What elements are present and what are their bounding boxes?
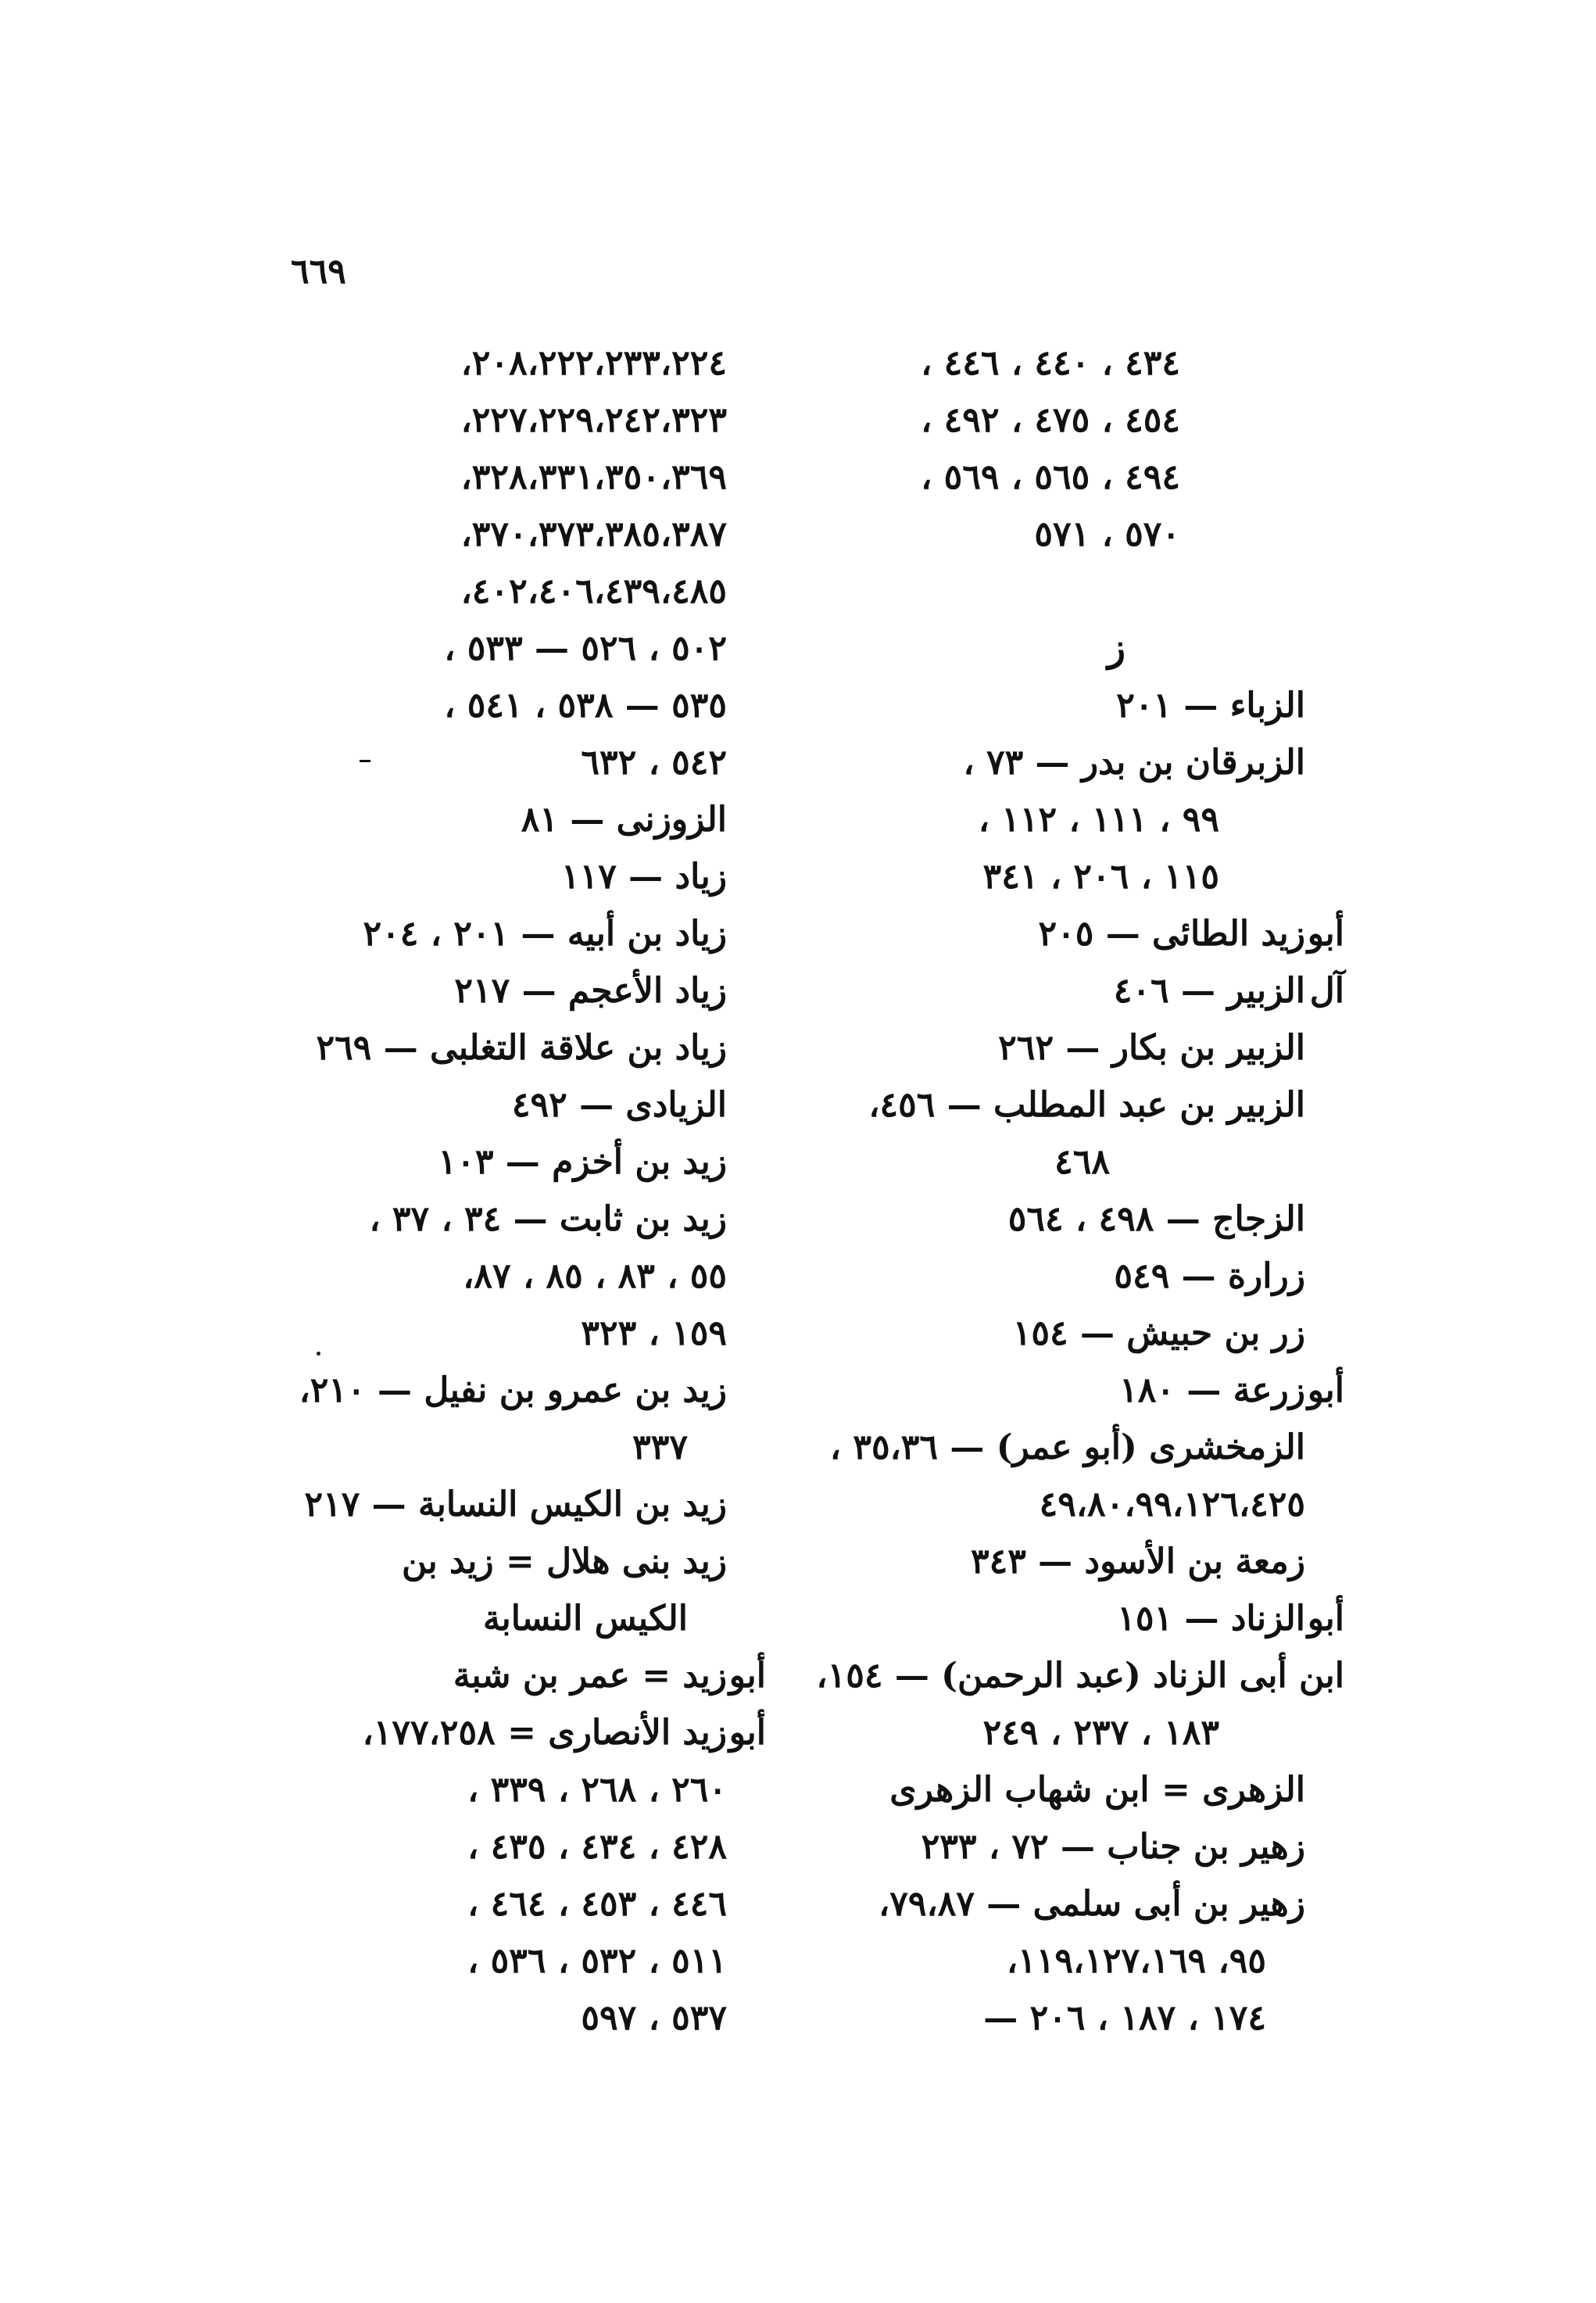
- entry-prefix: أبو: [728, 1656, 766, 1696]
- stray-dot: [317, 1352, 320, 1356]
- entry-text: زيد بن عمرو بن نفيل — ٢١٠،: [299, 1370, 727, 1410]
- entry-text: ابن أبى الزناد (عبد الرحمن) — ١٥٤،: [816, 1656, 1344, 1696]
- index-entry: [828, 1476, 1344, 1533]
- entry-text: زهير بن جناب — ٧٢ ، ٢٣٣: [921, 1827, 1305, 1867]
- index-entry: [828, 962, 1344, 1019]
- index-entry: [274, 563, 766, 620]
- entry-prefix: أبو: [728, 1713, 766, 1753]
- entry-text: ٤٣٤ ، ٤٤٠ ، ٤٤٦ ،: [921, 343, 1180, 383]
- index-entry: [828, 1248, 1344, 1305]
- entry-text: زياد بن أبيه — ٢٠١ ، ٢٠٤: [363, 914, 727, 954]
- entry-text: ٢٠٨،٢٢٢،٢٣٣،٢٢٤،: [460, 343, 727, 383]
- index-entry: [828, 1761, 1344, 1818]
- index-entry: [274, 734, 766, 791]
- entry-text: ٥٣٧ ، ٥٩٧: [581, 1998, 727, 2038]
- index-entry: [828, 1019, 1344, 1076]
- index-entry: [274, 1818, 766, 1875]
- page-number: ٦٦٩: [291, 252, 346, 292]
- entry-prefix: أبو: [1307, 914, 1344, 954]
- entry-text: زياد — ١١٧: [560, 857, 727, 897]
- entry-text: الزهرى = ابن شهاب الزهرى: [889, 1770, 1305, 1810]
- entry-text: ٥٠٢ ، ٥٢٦ — ٥٣٣ ،: [444, 629, 727, 668]
- index-entry: [274, 1419, 766, 1476]
- entry-text: ٥٥ ، ٨٣ ، ٨٥ ، ٨٧،: [463, 1256, 727, 1296]
- index-entry: [274, 1076, 766, 1134]
- blank-line: [828, 563, 1344, 620]
- entry-text: زيد بنى هلال = زيد بن: [401, 1542, 727, 1581]
- index-entry: [274, 449, 766, 506]
- entry-text: زيد الطائى — ٢٠٥: [1038, 914, 1305, 954]
- index-entry: [828, 392, 1344, 449]
- entry-text: زيد بن الكيس النسابة — ٢١٧: [304, 1485, 727, 1524]
- entry-text: ١٥٩ ، ٣٢٣: [581, 1313, 727, 1353]
- entry-text: ١٨٣ ، ٢٣٧ ، ٢٤٩: [982, 1713, 1219, 1753]
- entry-text: ٣٣٧: [632, 1427, 688, 1467]
- index-entry: [274, 1476, 766, 1533]
- index-entry: [828, 1191, 1344, 1248]
- entry-text: ٢٦٠ ، ٢٦٨ ، ٣٣٩ ،: [467, 1770, 727, 1810]
- entry-text: زهير بن أبى سلمى — ٧٩،٨٧،: [879, 1884, 1305, 1924]
- index-entry: [828, 335, 1344, 392]
- section-letter: ز: [1107, 626, 1125, 670]
- index-entry: [274, 791, 766, 848]
- index-entry: [828, 506, 1344, 563]
- index-entry: [274, 848, 766, 905]
- entry-text: ٤٤٦ ، ٤٥٣ ، ٤٦٤ ،: [467, 1884, 727, 1924]
- index-entry: [828, 1076, 1344, 1134]
- index-entry: [828, 1533, 1344, 1590]
- index-entry: [274, 1932, 766, 1990]
- index-entry: [274, 1305, 766, 1362]
- index-entry: [828, 905, 1344, 962]
- index-entry: [274, 962, 766, 1019]
- entry-text: زر بن حبيش — ١٥٤: [1012, 1313, 1305, 1353]
- stray-mark: [360, 760, 370, 762]
- entry-prefix: آل: [1309, 971, 1344, 1011]
- index-entry: [828, 1990, 1344, 2047]
- entry-text: ٥٣٥ — ٥٣٨ ، ٥٤١ ،: [444, 686, 727, 725]
- entry-text: زرعة — ١٨٠: [1119, 1370, 1305, 1410]
- entry-text: ١٧٤ ، ١٨٧ ، ٢٠٦ —: [983, 1998, 1266, 2038]
- index-entry: [828, 791, 1344, 848]
- index-entry: [828, 449, 1344, 506]
- index-entry: [274, 506, 766, 563]
- entry-text: ٢٢٧،٢٢٩،٢٤٢،٣٢٣،: [460, 400, 727, 440]
- entry-text: ١١٥ ، ٢٠٦ ، ٣٤١: [982, 857, 1219, 897]
- entry-text: الزمخشرى (أبو عمر) — ٣٥،٣٦ ،: [829, 1427, 1305, 1467]
- index-entry: [828, 1362, 1344, 1419]
- index-entry: [828, 1590, 1344, 1647]
- index-entry: [274, 1647, 766, 1704]
- entry-text: زيد الأنصارى = ١٧٧،٢٥٨،: [362, 1713, 727, 1753]
- index-entry: [816, 1647, 1344, 1704]
- entry-text: زيد بن ثابت — ٣٤ ، ٣٧ ،: [369, 1199, 727, 1239]
- entry-text: الزيادى — ٤٩٢: [511, 1085, 727, 1125]
- index-entry: [274, 1704, 766, 1761]
- entry-text: ٤٩٤ ، ٥٦٥ ، ٥٦٩ ،: [921, 457, 1180, 497]
- index-entry: [828, 677, 1344, 734]
- entry-text: ٣٢٨،٣٣١،٣٥٠،٣٦٩،: [460, 457, 727, 497]
- entry-text: ٩٩ ، ١١١ ، ١١٢ ،: [978, 800, 1219, 840]
- index-entry: [828, 1305, 1344, 1362]
- entry-text: زياد الأعجم — ٢١٧: [454, 971, 727, 1011]
- entry-text: الزباء — ٢٠١: [1116, 686, 1305, 725]
- index-entry: [274, 1990, 766, 2047]
- index-entry: [274, 1533, 766, 1590]
- index-entry: [274, 1191, 766, 1248]
- index-entry: [828, 1875, 1344, 1932]
- entry-text: الزبير بن عبد المطلب — ٤٥٦،: [868, 1085, 1305, 1125]
- entry-text: زمعة بن الأسود — ٣٤٣: [970, 1542, 1305, 1581]
- entry-text: ٥٤٢ ، ٦٣٢: [581, 743, 727, 783]
- index-entry: [274, 620, 766, 677]
- entry-text: ٥٧٠ ، ٥٧١: [1034, 514, 1180, 554]
- entry-text: ٩٥، ١١٩،١٢٧،١٦٩،: [1006, 1941, 1266, 1981]
- index-entry: [274, 335, 766, 392]
- index-entry: [828, 1818, 1344, 1875]
- entry-text: ٤٥٤ ، ٤٧٥ ، ٤٩٢ ،: [921, 400, 1180, 440]
- entry-text: ٤٢٨ ، ٤٣٤ ، ٤٣٥ ،: [467, 1827, 727, 1867]
- index-entry: [828, 848, 1344, 905]
- index-entry: [274, 677, 766, 734]
- index-entry: [828, 1134, 1344, 1191]
- entry-text: الزبير — ٤٠٦: [1113, 971, 1305, 1011]
- entry-text: الزوزنى — ٨١: [521, 800, 727, 840]
- index-entry: [274, 1590, 766, 1647]
- entry-text: زيد بن أخزم — ١٠٣: [438, 1142, 727, 1182]
- entry-text: زيد = عمر بن شبة: [453, 1656, 727, 1696]
- index-entry: [274, 1875, 766, 1932]
- index-entry: [828, 734, 1344, 791]
- index-entry: [274, 1362, 766, 1419]
- index-entry: [274, 905, 766, 962]
- index-entry: [828, 620, 1344, 677]
- index-entry: [274, 1134, 766, 1191]
- entry-prefix: أبو: [1307, 1599, 1344, 1639]
- entry-text: زياد بن علاقة التغلبى — ٢٦٩: [316, 1028, 727, 1068]
- entry-text: الكيس النسابة: [482, 1599, 688, 1639]
- entry-text: ٣٧٠،٣٧٣،٣٨٥،٣٨٧،: [460, 514, 727, 554]
- entry-text: ٤٦٨: [1054, 1142, 1110, 1182]
- index-entry: [274, 1019, 766, 1076]
- entry-prefix: أبو: [1307, 1370, 1344, 1410]
- entry-text: زرارة — ٥٤٩: [1114, 1256, 1305, 1296]
- entry-text: الزجاج — ٤٩٨ ، ٥٦٤: [1007, 1199, 1305, 1239]
- index-column-left: [274, 335, 766, 2047]
- entry-text: الزبير بن بكار — ٢٦٢: [998, 1028, 1305, 1068]
- index-entry: [828, 1419, 1344, 1476]
- index-entry: [274, 1248, 766, 1305]
- entry-text: ٥١١ ، ٥٣٢ ، ٥٣٦ ،: [467, 1941, 727, 1981]
- index-entry: [274, 1761, 766, 1818]
- entry-text: الزناد — ١٥١: [1117, 1599, 1305, 1639]
- entry-text: الزبرقان بن بدر — ٧٣ ،: [963, 743, 1305, 783]
- entry-text: ٤٩،٨٠،٩٩،١٢٦،٤٢٥: [1039, 1485, 1305, 1524]
- entry-text: ٤٠٢،٤٠٦،٤٣٩،٤٨٥،: [460, 571, 727, 611]
- index-entry: [274, 392, 766, 449]
- index-column-right: [816, 335, 1344, 2047]
- index-entry: [828, 1704, 1344, 1761]
- index-entry: [828, 1932, 1344, 1990]
